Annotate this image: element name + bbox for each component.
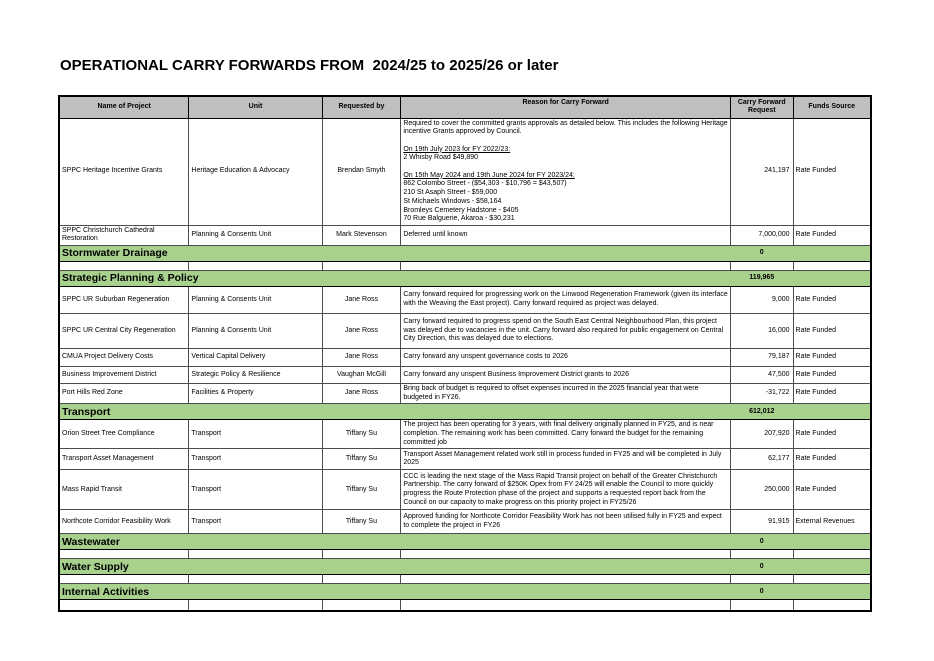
spacer-cell bbox=[322, 575, 401, 584]
requested-by-cell: Brendan Smyth bbox=[322, 118, 401, 225]
requested-by-cell: Vaughan McGill bbox=[322, 366, 401, 383]
spacer-cell bbox=[59, 261, 189, 270]
section-label: Internal Activities bbox=[59, 584, 731, 600]
funds-source-cell: Rate Funded bbox=[793, 313, 871, 348]
carry-forward-request-cell: -31,722 bbox=[731, 383, 794, 403]
spacer-row bbox=[59, 600, 871, 611]
project-name-cell: SPPC UR Central City Regeneration bbox=[59, 313, 189, 348]
project-row bbox=[59, 449, 871, 470]
table-body bbox=[59, 118, 871, 611]
project-name-cell: Orion Street Tree Compliance bbox=[59, 420, 189, 449]
project-row bbox=[59, 313, 871, 348]
funds-source-cell: Rate Funded bbox=[793, 383, 871, 403]
project-row bbox=[59, 383, 871, 403]
funds-source-cell: Rate Funded bbox=[793, 286, 871, 313]
section-filler-cell bbox=[793, 270, 871, 286]
reason-line: Carry forward any unspent governance costs to 2026 bbox=[403, 353, 568, 361]
reason-line: Transport Asset Management related work still in process funded in FY25 and will be completed in July 2025 bbox=[403, 450, 722, 467]
reason-line: 862 Colombo Street - ($54,303 - $10,796 = $43,507) bbox=[403, 180, 567, 188]
section-total: 0 bbox=[731, 584, 794, 600]
spacer-row bbox=[59, 550, 871, 559]
section-row bbox=[59, 404, 871, 420]
carry-forward-request-cell: 250,000 bbox=[731, 470, 794, 510]
spacer-cell bbox=[731, 261, 794, 270]
reason-cell bbox=[401, 225, 731, 245]
section-label: Transport bbox=[59, 404, 731, 420]
section-label: Water Supply bbox=[59, 559, 731, 575]
project-row bbox=[59, 348, 871, 366]
section-filler-cell bbox=[793, 245, 871, 261]
requested-by-cell: Mark Stevenson bbox=[322, 225, 401, 245]
spacer-cell bbox=[322, 600, 401, 611]
funds-source-cell: Rate Funded bbox=[793, 348, 871, 366]
reason-line: Approved funding for Northcote Corridor Feasibility Work has not been utilised fully in FY25 and expect to complete the project in FY26 bbox=[403, 513, 722, 529]
carry-forward-request-cell: 207,920 bbox=[731, 420, 794, 449]
spacer-cell bbox=[401, 575, 731, 584]
spacer-cell bbox=[731, 550, 794, 559]
spacer-row bbox=[59, 575, 871, 584]
reason-line: Carry forward any unspent Business Improvement District grants to 2026 bbox=[403, 370, 629, 378]
spacer-cell bbox=[189, 550, 322, 559]
spacer-cell bbox=[189, 261, 322, 270]
section-row bbox=[59, 534, 871, 550]
spacer-cell bbox=[322, 261, 401, 270]
project-name-cell: SPPC Heritage Incentive Grants bbox=[59, 118, 189, 225]
column-header-carry-forward-request: Carry Forward Request bbox=[731, 96, 794, 118]
reason-line: Bring back of budget is required to offset expenses incurred in the 2025 financial year that were budgeted in FY26. bbox=[403, 384, 699, 401]
project-row bbox=[59, 510, 871, 534]
carry-forward-request-cell: 241,197 bbox=[731, 118, 794, 225]
carry-forward-request-cell: 47,500 bbox=[731, 366, 794, 383]
carry-forwards-table bbox=[58, 95, 872, 612]
reason-line: The project has been operating for 3 years, with final delivery originally planned in FY25, and is near completion. The remaining work has been committed. Carry forward the budget for the remaining committed job bbox=[403, 421, 714, 446]
reason-line: Carry forward required to progress spend on the South East Central Neighbourhood Plan, this project was delayed due to vacancies in the unit. Carry forward also required for public engagement on Central City Direction, this was delayed due to elections. bbox=[403, 317, 724, 343]
unit-cell: Planning & Consents Unit bbox=[189, 313, 322, 348]
section-row bbox=[59, 270, 871, 286]
project-name-cell: Transport Asset Management bbox=[59, 449, 189, 470]
carry-forward-request-cell: 79,187 bbox=[731, 348, 794, 366]
requested-by-cell: Tiffany Su bbox=[322, 449, 401, 470]
project-name-cell: Business Improvement District bbox=[59, 366, 189, 383]
unit-cell: Transport bbox=[189, 420, 322, 449]
spacer-cell bbox=[731, 575, 794, 584]
spacer-cell bbox=[189, 575, 322, 584]
reason-line: Bromleys Cemetery Hadstone - $405 bbox=[403, 206, 519, 214]
requested-by-cell: Jane Ross bbox=[322, 313, 401, 348]
reason-line: On 19th July 2023 for FY 2022/23: bbox=[403, 145, 511, 153]
funds-source-cell: Rate Funded bbox=[793, 420, 871, 449]
reason-line: Required to cover the committed grants approvals as detailed below. This includes the following Heritage incentive Grants approved by Council. bbox=[403, 119, 728, 136]
project-name-cell: Northcote Corridor Feasibility Work bbox=[59, 510, 189, 534]
project-row bbox=[59, 225, 871, 245]
spacer-cell bbox=[59, 550, 189, 559]
reason-cell bbox=[401, 383, 731, 403]
reason-line: Carry forward required for progressing work on the Linwood Regeneration Framework (given its interface with the Weaving the East project). Carry forward required as project was delayed. bbox=[403, 291, 728, 307]
funds-source-cell: Rate Funded bbox=[793, 449, 871, 470]
funds-source-cell: Rate Funded bbox=[793, 118, 871, 225]
spacer-cell bbox=[793, 261, 871, 270]
document-page bbox=[58, 0, 872, 612]
reason-cell bbox=[401, 348, 731, 366]
spacer-row bbox=[59, 261, 871, 270]
project-row bbox=[59, 118, 871, 225]
column-header-funds-source: Funds Source bbox=[793, 96, 871, 118]
section-label: Strategic Planning & Policy bbox=[59, 270, 731, 286]
spacer-cell bbox=[59, 600, 189, 611]
reason-cell bbox=[401, 366, 731, 383]
reason-cell bbox=[401, 286, 731, 313]
spacer-cell bbox=[793, 575, 871, 584]
page-title: OPERATIONAL CARRY FORWARDS FROM 2024/25 to 2025/26 or later bbox=[60, 57, 559, 74]
reason-line: St Michaels Windows - $58,164 bbox=[403, 197, 502, 205]
section-total: 119,965 bbox=[731, 270, 794, 286]
section-filler-cell bbox=[793, 559, 871, 575]
section-filler-cell bbox=[793, 534, 871, 550]
spacer-cell bbox=[401, 550, 731, 559]
header-row bbox=[59, 96, 871, 118]
section-filler-cell bbox=[793, 584, 871, 600]
section-label: Wastewater bbox=[59, 534, 731, 550]
requested-by-cell: Tiffany Su bbox=[322, 470, 401, 510]
reason-cell bbox=[401, 420, 731, 449]
reason-line: 2 Whisby Road $49,890 bbox=[403, 154, 479, 162]
project-row bbox=[59, 470, 871, 510]
unit-cell: Strategic Policy & Resilience bbox=[189, 366, 322, 383]
section-total: 0 bbox=[731, 245, 794, 261]
project-name-cell: CMUA Project Delivery Costs bbox=[59, 348, 189, 366]
carry-forward-request-cell: 62,177 bbox=[731, 449, 794, 470]
project-row bbox=[59, 286, 871, 313]
section-total: 0 bbox=[731, 559, 794, 575]
requested-by-cell: Jane Ross bbox=[322, 383, 401, 403]
unit-cell: Heritage Education & Advocacy bbox=[189, 118, 322, 225]
spacer-cell bbox=[322, 550, 401, 559]
reason-line bbox=[403, 137, 728, 146]
unit-cell: Transport bbox=[189, 449, 322, 470]
reason-line: 210 St Asaph Street - $59,000 bbox=[403, 189, 498, 197]
spacer-cell bbox=[793, 600, 871, 611]
section-total: 612,012 bbox=[731, 404, 794, 420]
requested-by-cell: Tiffany Su bbox=[322, 510, 401, 534]
project-row bbox=[59, 420, 871, 449]
requested-by-cell: Jane Ross bbox=[322, 348, 401, 366]
spacer-cell bbox=[401, 261, 731, 270]
project-name-cell: SPPC UR Suburban Regeneration bbox=[59, 286, 189, 313]
reason-line: 70 Rue Balguerie, Akaroa - $30,231 bbox=[403, 215, 515, 223]
funds-source-cell: Rate Funded bbox=[793, 470, 871, 510]
column-header-reason: Reason for Carry Forward bbox=[401, 96, 731, 118]
column-header-unit: Unit bbox=[189, 96, 322, 118]
unit-cell: Planning & Consents Unit bbox=[189, 286, 322, 313]
unit-cell: Facilities & Property bbox=[189, 383, 322, 403]
requested-by-cell: Tiffany Su bbox=[322, 420, 401, 449]
carry-forward-request-cell: 16,000 bbox=[731, 313, 794, 348]
reason-cell bbox=[401, 313, 731, 348]
spacer-cell bbox=[59, 575, 189, 584]
section-filler-cell bbox=[793, 404, 871, 420]
unit-cell: Planning & Consents Unit bbox=[189, 225, 322, 245]
reason-cell bbox=[401, 510, 731, 534]
unit-cell: Transport bbox=[189, 510, 322, 534]
carry-forward-request-cell: 7,000,000 bbox=[731, 225, 794, 245]
reason-cell bbox=[401, 449, 731, 470]
spacer-cell bbox=[401, 600, 731, 611]
reason-line: CCC is leading the next stage of the Mass Rapid Transit project on behalf of the Greater Christchurch Partnership. The carry forward of $250K Opex from FY 24/25 will enable the Council to more quickly progress the Route Protection phase of the project and supports a requested report back from the Council on our capacity to make progress on this priority project in FY25/26 bbox=[403, 472, 718, 506]
reason-line: On 15th May 2024 and 19th June 2024 for FY 2023/24: bbox=[403, 171, 575, 179]
spacer-cell bbox=[189, 600, 322, 611]
project-name-cell: Port Hills Red Zone bbox=[59, 383, 189, 403]
spacer-cell bbox=[793, 550, 871, 559]
reason-cell bbox=[401, 118, 731, 225]
section-total: 0 bbox=[731, 534, 794, 550]
unit-cell: Transport bbox=[189, 470, 322, 510]
requested-by-cell: Jane Ross bbox=[322, 286, 401, 313]
reason-cell bbox=[401, 470, 731, 510]
reason-line bbox=[403, 163, 728, 172]
funds-source-cell: Rate Funded bbox=[793, 225, 871, 245]
unit-cell: Vertical Capital Delivery bbox=[189, 348, 322, 366]
project-row bbox=[59, 366, 871, 383]
table-header bbox=[59, 96, 871, 118]
section-row bbox=[59, 245, 871, 261]
reason-line: Deferred until known bbox=[403, 231, 468, 239]
project-name-cell: Mass Rapid Transit bbox=[59, 470, 189, 510]
section-row bbox=[59, 584, 871, 600]
carry-forward-request-cell: 9,000 bbox=[731, 286, 794, 313]
section-row bbox=[59, 559, 871, 575]
column-header-requested-by: Requested by bbox=[322, 96, 401, 118]
section-label: Stormwater Drainage bbox=[59, 245, 731, 261]
column-header-name: Name of Project bbox=[59, 96, 189, 118]
spacer-cell bbox=[731, 600, 794, 611]
project-name-cell: SPPC Christchurch Cathedral Restoration bbox=[59, 225, 189, 245]
carry-forward-request-cell: 91,915 bbox=[731, 510, 794, 534]
funds-source-cell: External Revenues bbox=[793, 510, 871, 534]
funds-source-cell: Rate Funded bbox=[793, 366, 871, 383]
